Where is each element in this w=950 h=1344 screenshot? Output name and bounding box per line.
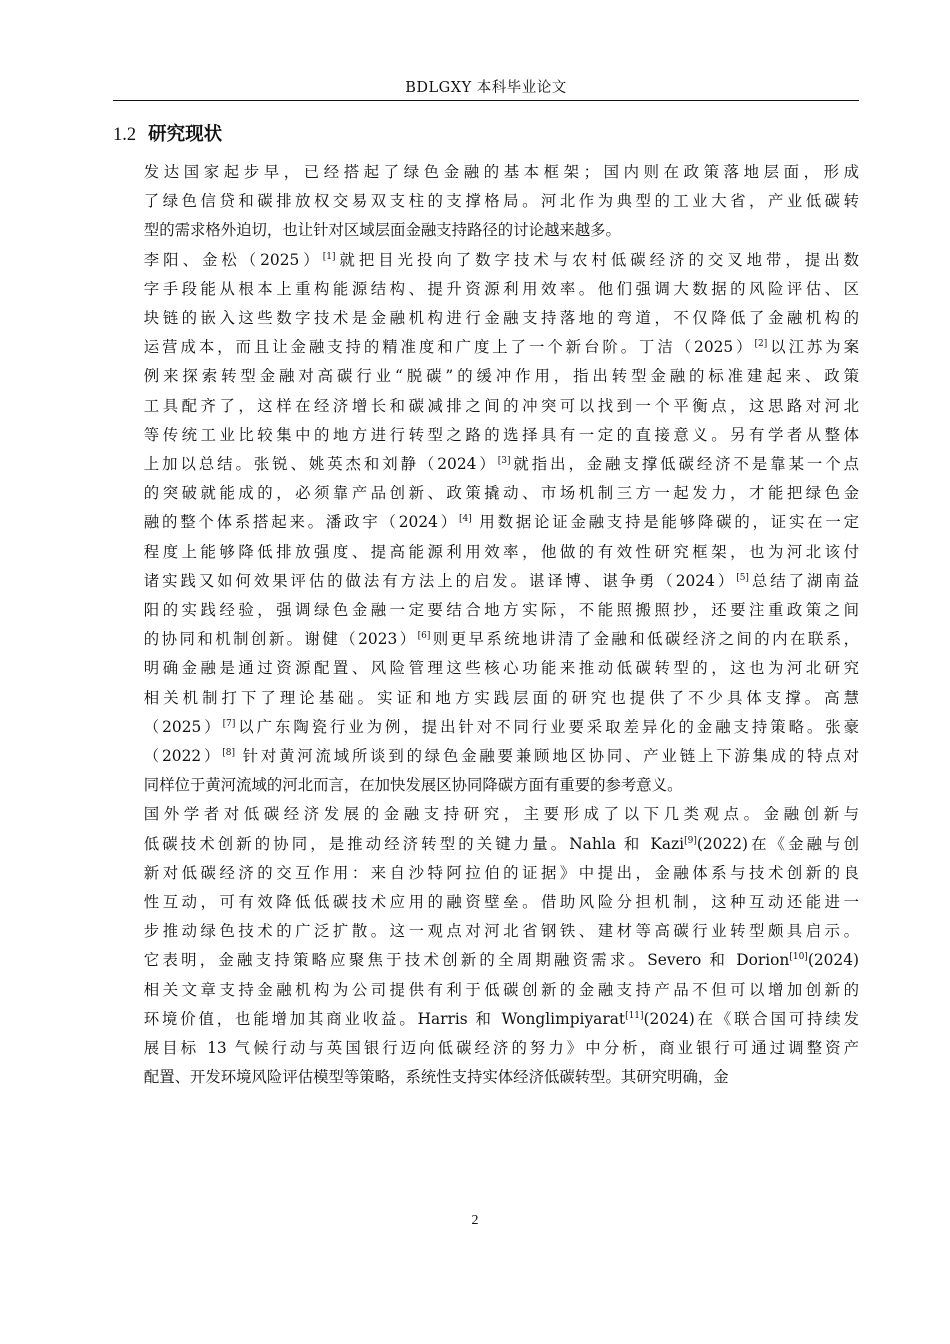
text-line: 例来探索转型金融对高碳行业“脱碳”的缓冲作用，指出转型金融的标准建起来、政策 <box>143 367 859 386</box>
paragraph <box>113 800 859 1092</box>
text-line: 程度上能够降低排放强度、提高能源利用效率，他做的有效性研究框架，也为河北该付 <box>143 542 859 561</box>
text-line: 相关文章支持金融机构为公司提供有利于低碳创新的金融支持产品不但可以增加创新的 <box>143 980 859 999</box>
text-line: 低碳技术创新的协同，是推动经济转型的关键力量。Nahla 和 Kazi[9](2022)在《金融与创 <box>143 834 859 853</box>
citation-marker: [8] <box>222 748 235 759</box>
section-number: 1.2 <box>113 125 137 145</box>
citation-marker: [2] <box>754 339 768 350</box>
text-line: 诸实践又如何效果评估的做法有方法上的启发。谌译博、谌争勇（2024）[5]总结了湖南益 <box>143 571 859 590</box>
text-line: 发达国家起步早，已经搭起了绿色金融的基本框架；国内则在政策落地层面，形成 <box>143 163 859 181</box>
text-line: 环境价值，也能增加其商业收益。Harris 和 Wonglimpiyarat[11](2024)在《联合国可持续发 <box>143 1009 859 1028</box>
text-line: 了绿色信贷和碳排放权交易双支柱的支撑格局。河北作为典型的工业大省，产业低碳转 <box>143 192 859 211</box>
text-line: （2022）[8] 针对黄河流域所谈到的绿色金融要兼顾地区协同、产业链上下游集成的特点对 <box>143 747 859 766</box>
citation-marker: [3] <box>497 456 511 467</box>
text-line: 融的整个体系搭起来。潘政宇（2024）[4] 用数据论证金融支持是能够降碳的，证实在一定 <box>143 513 859 532</box>
paragraph <box>113 246 859 801</box>
citation-marker: [7] <box>222 718 236 729</box>
header-rule <box>113 100 859 101</box>
section-heading <box>113 120 222 146</box>
text-line: 配置、开发环境风险评估模型等策略，系统性支持实体经济低碳转型。其研究明确，金 <box>143 1068 729 1087</box>
body-text <box>113 158 859 1093</box>
text-line: 国外学者对低碳经济发展的金融支持研究，主要形成了以下几类观点。金融创新与 <box>143 805 859 824</box>
text-line: 它表明，金融支持策略应聚焦于技术创新的全周期融资需求。Severo 和 Dorion[10](2024) <box>143 951 859 970</box>
running-header: BDLGXY 本科毕业论文 <box>405 80 567 96</box>
text-line: （2025）[7]以广东陶瓷行业为例，提出针对不同行业要采取差异化的金融支持策略。张豪 <box>143 717 859 736</box>
text-line: 型的需求格外迫切，也让针对区域层面金融支持路径的讨论越来越多。 <box>143 221 621 240</box>
text-line: 展目标 13 气候行动与英国银行迈向低碳经济的努力》中分析，商业银行可通过调整资产 <box>143 1039 859 1058</box>
text-line: 字手段能从根本上重构能源结构、提升资源利用效率。他们强调大数据的风险评估、区 <box>143 279 859 298</box>
text-line: 工具配齐了，这样在经济增长和碳减排之间的冲突可以找到一个平衡点，这思路对河北 <box>143 396 859 415</box>
citation-marker: [6] <box>417 631 431 642</box>
text-line: 的协同和机制创新。谢健（2023）[6]则更早系统地讲清了金融和低碳经济之间的内在联系， <box>143 630 859 649</box>
text-line: 运营成本，而且让金融支持的精准度和广度上了一个新台阶。丁洁（2025）[2]以江苏为案 <box>143 338 859 357</box>
section-title: 研究现状 <box>148 124 223 145</box>
text-line: 上加以总结。张锐、姚英杰和刘静（2024）[3]就指出，金融支撑低碳经济不是靠某一个点 <box>143 455 859 474</box>
citation-marker: [4] <box>458 514 472 525</box>
text-line: 的突破就能成的，必须靠产品创新、政策撬动、市场机制三方一起发力，才能把绿色金 <box>143 484 859 503</box>
text-line: 新对低碳经济的交互作用：来自沙特阿拉伯的证据》中提出，金融体系与技术创新的良 <box>143 863 859 882</box>
text-line: 同样位于黄河流域的河北而言，在加快发展区协同降碳方面有重要的参考意义。 <box>143 776 683 795</box>
citation-marker: [5] <box>736 572 749 583</box>
text-line: 阳的实践经验，强调绿色金融一定要结合地方实际，不能照搬照抄，还要注重政策之间 <box>143 601 859 620</box>
text-line: 性互动，可有效降低低碳技术应用的融资壁垒。借助风险分担机制，这种互动还能进一 <box>143 893 859 912</box>
citation-marker: [10] <box>789 952 808 963</box>
text-line: 步推动绿色技术的广泛扩散。这一观点对河北省钢铁、建材等高碳行业转型颇具启示。 <box>143 922 859 941</box>
citation-marker: [1] <box>322 251 336 262</box>
citation-marker: [9] <box>684 835 697 846</box>
text-line: 等传统工业比较集中的地方进行转型之路的选择具有一定的直接意义。另有学者从整体 <box>143 425 859 444</box>
text-line: 明确金融是通过资源配置、风险管理这些核心功能来推动低碳转型的，这也为河北研究 <box>143 659 859 678</box>
citation-marker: [11] <box>625 1010 644 1021</box>
text-line: 相关机制打下了理论基础。实证和地方实践层面的研究也提供了不少具体支撑。高慧 <box>143 688 859 707</box>
page-number: 2 <box>471 1213 479 1228</box>
text-line: 块链的嵌入这些数字技术是金融机构进行金融支持落地的弯道，不仅降低了金融机构的 <box>143 309 859 328</box>
text-line: 李阳、金松（2025）[1]就把目光投向了数字技术与农村低碳经济的交叉地带，提出数 <box>143 250 859 269</box>
paragraph <box>113 158 859 246</box>
